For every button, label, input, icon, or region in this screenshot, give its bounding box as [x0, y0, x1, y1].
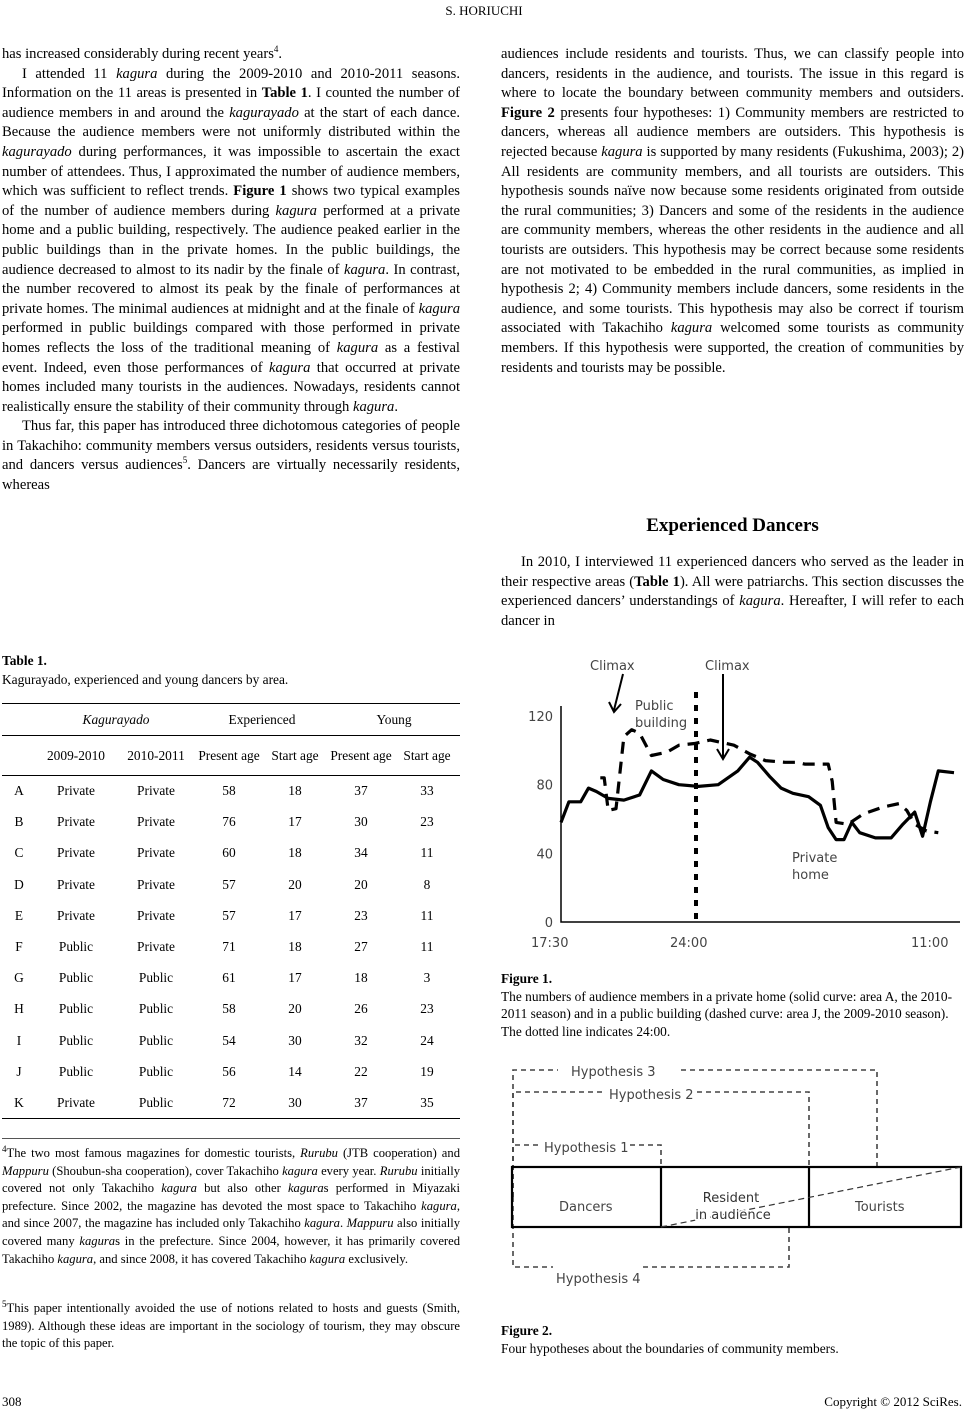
y-tick-label: 80 — [536, 778, 553, 794]
table-cell: Private — [137, 876, 175, 892]
paragraph-5: In 2010, I interviewed 11 experienced dancers who served as the leader in their respective areas (Table 1). All were patriarchs. This section discusses the experienced dancers’ understandings of kagura. Hereafter, I will refer to each dancer in — [501, 554, 964, 629]
table-cell: Private — [137, 907, 175, 923]
table-1: Kagurayado Experienced Young 2009-2010 2010-2011 Present age Start age Present age Start age A Private Private 58 18 37 33 B Private Private 76 17 30 23 C Private Private 60 18 34 11 D Private Private 57 20 20 8 E Private Private 57 17 23 11 F Public Private 71 18 27 11 G Public Public 61 17 18 3 H Public Public 58 20 26 23 I Public Public 54 30 32 24 J Public Public 56 14 22 19 K Private Public 72 30 37 35 — [2, 703, 460, 1119]
table-cell: 24 — [420, 1032, 434, 1048]
header-experienced: Experienced — [228, 711, 296, 727]
table-cell: 3 — [423, 970, 431, 986]
y-tick-label: 120 — [528, 710, 553, 725]
table-cell: 17 — [288, 970, 302, 986]
table-cell: 33 — [420, 783, 434, 799]
table-1-caption: Table 1. Kagurayado, experienced and young dancers by area. — [2, 653, 289, 687]
table-cell: 27 — [354, 939, 368, 955]
table-cell: Public — [58, 939, 94, 955]
table-cell: 17 — [288, 907, 302, 923]
right-column — [501, 45, 964, 378]
table-cell: G — [14, 970, 24, 986]
x-tick-label: 11:00 — [911, 936, 949, 951]
table-cell: 32 — [354, 1032, 368, 1048]
table-cell: F — [15, 939, 23, 955]
table-cell: 57 — [222, 907, 236, 923]
paragraph-1: has increased considerably during recent years$^4$. — [2, 44, 283, 62]
table-cell: Public — [58, 1032, 94, 1048]
table-row — [2, 807, 460, 838]
table-cell: 23 — [420, 814, 434, 830]
table-cell: 22 — [354, 1063, 368, 1079]
table-cell: 57 — [222, 876, 236, 892]
dancers-label: Dancers — [559, 1200, 613, 1215]
table-cell: 56 — [222, 1063, 236, 1079]
tourists-label: Tourists — [855, 1200, 905, 1215]
paragraph-2: I attended 11 kagura during the 2009-2010 and 2010-2011 seasons. Information on the 11 areas is presented in Table 1. I counted the number of audience members in and around the kagurayado at the start of each dance. Because the audience members were not uniformly distributed within the kagurayado during performances, it was impossible to ascertain the exact number of attendees. Thus, I approximated the number of audience members, which was sufficient to reflect trends. Figure 1 shows two typical examples of the number of audience members during kagura performed at a private home and a public building, respectively. The audience peaked earlier in the public buildings than in the private homes. In the public buildings, the audience decreased to almost to its nadir by the finale of kagura. In contrast, the number recovered to almost its peak by the finale of performances at private homes. The minimal audiences at midnight and at the finale of kagura performed in public buildings compared with those performed in private homes reflects the loss of the traditional meaning of kagura as a festival event. Indeed, even those performances of kagura that occurred at private homes included many tourists in the audiences. Nowadays, residents cannot realistically ensure the stability of their community through kagura. — [2, 65, 461, 415]
table-row — [2, 994, 460, 1025]
table-cell: 76 — [222, 814, 236, 830]
table-cell: 60 — [222, 845, 236, 861]
table-cell: 58 — [222, 1001, 236, 1017]
page-number: 308 — [2, 1394, 22, 1409]
table-cell: Private — [57, 1094, 95, 1110]
table-cell: I — [16, 1032, 22, 1048]
table-cell: Private — [57, 783, 95, 799]
right-column-2 — [501, 553, 964, 631]
table-cell: B — [14, 814, 24, 830]
hypothesis-2-label: Hypothesis 2 — [609, 1088, 694, 1103]
table-cell: Public — [58, 970, 94, 986]
x-tick-label: 24:00 — [670, 936, 708, 951]
table-cell: J — [16, 1063, 22, 1079]
table-cell: A — [14, 783, 24, 799]
table-cell: 26 — [354, 1001, 368, 1017]
figure-2-caption: Figure 2. Four hypotheses about the boundaries of community members. — [501, 1323, 839, 1356]
section-heading: Experienced Dancers — [646, 515, 819, 536]
private-label-2: home — [792, 868, 829, 883]
table-cell: 18 — [288, 939, 302, 955]
table-cell: Public — [138, 970, 174, 986]
table-cell: 37 — [354, 1094, 368, 1110]
table-row — [2, 963, 460, 994]
table-cell: D — [14, 876, 24, 892]
hypothesis-3-label: Hypothesis 3 — [571, 1065, 656, 1080]
table-cell: Private — [57, 814, 95, 830]
table-cell: 20 — [288, 1001, 302, 1017]
table-row — [2, 776, 460, 807]
hypothesis-3-boundary — [513, 1070, 877, 1197]
table-row — [2, 900, 460, 931]
table-cell: Public — [138, 1001, 174, 1017]
table-cell: 72 — [222, 1094, 236, 1110]
table-cell: 19 — [420, 1063, 434, 1079]
table-row — [2, 931, 460, 962]
table-cell: 11 — [420, 907, 434, 923]
table-cell: E — [14, 907, 24, 923]
public-building-series — [600, 730, 938, 833]
table-cell: 35 — [420, 1094, 434, 1110]
table-row — [2, 1087, 460, 1118]
table-cell: Private — [137, 783, 175, 799]
table-row — [2, 1025, 460, 1056]
table-cell: 18 — [288, 845, 302, 861]
public-label-2: building — [635, 716, 688, 731]
table-cell: 30 — [354, 814, 368, 830]
x-tick-label: 17:30 — [531, 936, 569, 951]
table-cell: 71 — [222, 939, 236, 955]
footnote-rule — [2, 1138, 460, 1139]
table-row — [2, 869, 460, 900]
table-cell: 14 — [288, 1063, 302, 1079]
table-cell: C — [14, 845, 24, 861]
public-label-1: Public — [635, 699, 674, 714]
table-cell: 8 — [423, 876, 431, 892]
climax-label-2: Climax — [705, 659, 750, 674]
table-cell: Private — [57, 876, 95, 892]
table-cell: 61 — [222, 970, 236, 986]
table-cell: 37 — [354, 783, 368, 799]
climax-label-1: Climax — [590, 659, 635, 674]
table-cell: 58 — [222, 783, 236, 799]
figure-1-caption: Figure 1. The numbers of audience members in a private home (solid curve: area A, the 2010-2011 season) and in a public building (dashed curve: area J, the 2009-2010 season). The dotted line indicates 24:00. — [501, 971, 953, 1039]
paragraph-3: Thus far, this paper has introduced three dichotomous categories of people in Takachiho: community members versus outsiders, residents versus tourists, and dancers versus audiences$^5$. Dancers are virtually necessarily residents, whereas — [2, 418, 460, 494]
footnote-4: $^4$The two most famous magazines for domestic tourists, Rurubu (JTB cooperation) and Mappuru (Shoubun-sha cooperation), cover Takachiho kagura every year. Rurubu initially covered not only Takachiho kagura but also other kaguras performed in Miyazaki prefecture. Since 2002, the magazine has devoted the most space to Takachiho kagura, and since 2007, the magazine has included only Takachiho kagura. Mappuru also initially covered many kaguras in the prefecture. Since 2004, however, it has primarily covered Takachiho kagura, and since 2008, it has covered Takachiho kagura exclusively. — [2, 1143, 461, 1266]
table-cell: 34 — [354, 845, 368, 861]
table-cell: 11 — [420, 939, 434, 955]
footnote-5: $^5$This paper intentionally avoided the use of notions related to hosts and guests (Smith, 1989). Although these ideas are important in the sociology of tourism, they may obscure the topic of this paper. — [2, 1298, 460, 1351]
table-cell: 23 — [420, 1001, 434, 1017]
axes-frame — [561, 706, 960, 922]
table-cell: 20 — [354, 876, 368, 892]
table-cell: 30 — [288, 1094, 302, 1110]
table-cell: Private — [137, 845, 175, 861]
left-column — [2, 45, 460, 496]
paragraph-4: audiences include residents and tourists. Thus, we can classify people into dancers, residents in the audience, and tourists. The issue in this regard is where to locate the boundary between community members and outsiders. Figure 2 presents four hypotheses: 1) Community members are restricted to dancers, whereas all audience members are outsiders. This hypothesis is rejected because kagura is supported by many residents (Fukushima, 2003); 2) All residents are community members, and all tourists are outsiders. This hypothesis sounds naïve now because some residents originated from outside the rural communities; 3) Dancers and some of the residents in the audience are community members, whereas the other residents in the audience and all tourists are outsiders. This hypothesis may be correct because some residents are not motivated to be embedded in the rural communities, as implied in hypothesis 2; 4) Community members include dancers, some residents in the audience, and some tourists. This hypothesis may also be correct if tourism associated with Takachiho kagura welcomed some tourists as community members. If this hypothesis were supported, the creation of communities by residents and tourists may be possible. — [501, 46, 964, 376]
hypothesis-4-label: Hypothesis 4 — [556, 1272, 641, 1287]
copyright: Copyright © 2012 SciRes. — [824, 1394, 962, 1409]
table-cell: Private — [137, 939, 175, 955]
table-cell: Private — [57, 907, 95, 923]
table-cell: Public — [138, 1032, 174, 1048]
table-cell: K — [14, 1094, 24, 1110]
table-cell: Private — [57, 845, 95, 861]
climax-arrow-2 — [717, 674, 729, 759]
table-row — [2, 1056, 460, 1087]
hypothesis-1-label: Hypothesis 1 — [544, 1141, 629, 1156]
table-cell: Public — [138, 1094, 174, 1110]
table-cell: 20 — [288, 876, 302, 892]
table-cell: 54 — [222, 1032, 236, 1048]
climax-arrow-1 — [609, 674, 623, 712]
header-kagurayado: Kagurayado — [82, 711, 150, 727]
table-cell: Public — [58, 1063, 94, 1079]
running-header: S. HORIUCHI — [445, 3, 523, 18]
table-cell: 17 — [288, 814, 302, 830]
table-cell: 18 — [354, 970, 368, 986]
resident-label: Resident — [702, 1191, 760, 1206]
table-cell: 30 — [288, 1032, 302, 1048]
table-cell: Public — [138, 1063, 174, 1079]
table-cell: Public — [58, 1001, 94, 1017]
table-cell: 11 — [420, 845, 434, 861]
table-cell: Private — [137, 814, 175, 830]
private-label-1: Private — [792, 851, 838, 866]
table-cell: 18 — [288, 783, 302, 799]
y-tick-label: 0 — [544, 916, 553, 931]
in-audience-label: in audience — [695, 1208, 771, 1223]
figure-2-diagram — [501, 1062, 967, 1310]
table-cell: 23 — [354, 907, 368, 923]
table-cell: H — [14, 1001, 24, 1017]
table-row — [2, 838, 460, 869]
header-young: Young — [376, 711, 412, 727]
y-tick-label: 40 — [536, 847, 553, 863]
figure-1-chart — [501, 650, 967, 960]
